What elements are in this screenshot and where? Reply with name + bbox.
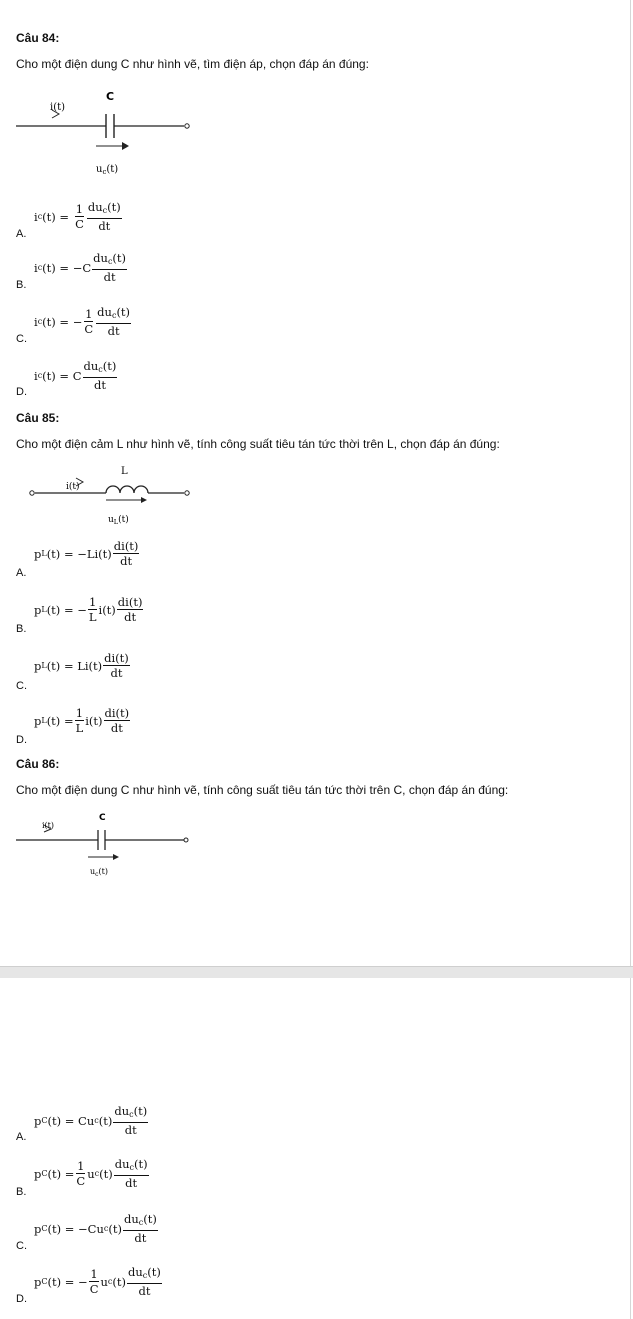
terminal-node-right — [185, 491, 189, 495]
q85-option-b-letter: B. — [16, 623, 27, 635]
current-label: i(t) — [66, 482, 80, 492]
document-page-2 — [0, 978, 633, 1319]
element-label: C — [99, 813, 106, 823]
voltage-arrow-head — [113, 854, 119, 860]
q86-option-c-letter: C. — [16, 1240, 27, 1252]
voltage-label: $u_c(t)$ — [90, 867, 108, 878]
element-label: C — [106, 90, 115, 103]
question-84-title: Câu 84: — [16, 31, 60, 45]
q84-option-c-letter: C. — [16, 333, 27, 345]
question-84-text: Cho một điện dung C như hình vẽ, tìm điện áp, chọn đáp án đúng: — [16, 57, 369, 71]
voltage-label: $u_c(t)$ — [96, 164, 119, 176]
q86-option-a-formula[interactable]: p C (t) = Cu c (t) $\frac{du_c(t)}{dt}$ — [34, 1104, 148, 1137]
page-edge — [630, 0, 631, 968]
q84-option-b-formula[interactable]: i c (t) = −C $\frac{du_c(t)}{dt}$ — [34, 251, 127, 284]
terminal-node — [185, 124, 189, 128]
q85-option-c-formula[interactable]: p L (t) = Li(t) $\frac{di(t)}{dt}$ — [34, 651, 129, 680]
q85-option-b-formula[interactable]: p L (t) = − $\frac{1}{L}$ i(t) $\frac{di(t)}{dt}$ — [34, 595, 143, 624]
inductor-circuit-diagram — [14, 460, 214, 530]
q85-option-d-letter: D. — [16, 734, 27, 746]
question-85-text: Cho một điện cảm L như hình vẽ, tính công suất tiêu tán tức thời trên L, chọn đáp án đúng: — [16, 437, 500, 451]
q84-option-a-formula[interactable]: i c (t) = $\frac{1}{C}$ $\frac{du_c(t)}{dt}$ — [34, 200, 121, 233]
q86-option-c-formula[interactable]: p C (t) = −Cu c (t) $\frac{du_c(t)}{dt}$ — [34, 1212, 157, 1245]
voltage-arrow-head — [122, 142, 129, 150]
q86-option-d-formula[interactable]: p C (t) = − $\frac{1}{C}$ u c (t) $\frac{du_c(t)}{dt}$ — [34, 1265, 161, 1298]
page-edge — [630, 978, 631, 1319]
q86-option-a-letter: A. — [16, 1131, 27, 1143]
q85-option-a-formula[interactable]: p L (t) = −Li(t) $\frac{di(t)}{dt}$ — [34, 539, 139, 568]
capacitor-circuit-diagram — [14, 86, 214, 186]
capacitor-circuit-diagram-2 — [14, 808, 214, 880]
voltage-arrow-head — [141, 497, 147, 503]
terminal-node-left — [30, 491, 34, 495]
q84-option-d-letter: D. — [16, 386, 27, 398]
question-86-text: Cho một điện dung C như hình vẽ, tính công suất tiêu tán tức thời trên C, chọn đáp án đúng: — [16, 783, 509, 797]
voltage-label: $u_L(t)$ — [108, 515, 129, 526]
q85-option-d-formula[interactable]: p L (t) = $\frac{1}{L}$ i(t) $\frac{di(t)}{dt}$ — [34, 706, 130, 735]
q85-option-a-letter: A. — [16, 567, 27, 579]
terminal-node — [184, 838, 188, 842]
question-85-title: Câu 85: — [16, 411, 60, 425]
inductor-coil — [106, 486, 148, 493]
q84-option-c-formula[interactable]: i c (t) = − $\frac{1}{C}$ $\frac{du_c(t)}{dt}$ — [34, 305, 131, 338]
current-label: i(t) — [50, 102, 66, 113]
q85-option-c-letter: C. — [16, 680, 27, 692]
q86-option-d-letter: D. — [16, 1293, 27, 1305]
q84-option-a-letter: A. — [16, 228, 27, 240]
q84-option-b-letter: B. — [16, 279, 27, 291]
q84-option-d-formula[interactable]: i c (t) = C $\frac{du_c(t)}{dt}$ — [34, 359, 117, 392]
question-86-title: Câu 86: — [16, 757, 60, 771]
element-label: L — [121, 466, 128, 477]
q86-option-b-letter: B. — [16, 1186, 27, 1198]
current-label: i(t) — [42, 821, 55, 830]
q86-option-b-formula[interactable]: p C (t) = $\frac{1}{C}$ u c (t) $\frac{du_c(t)}{dt}$ — [34, 1157, 148, 1190]
